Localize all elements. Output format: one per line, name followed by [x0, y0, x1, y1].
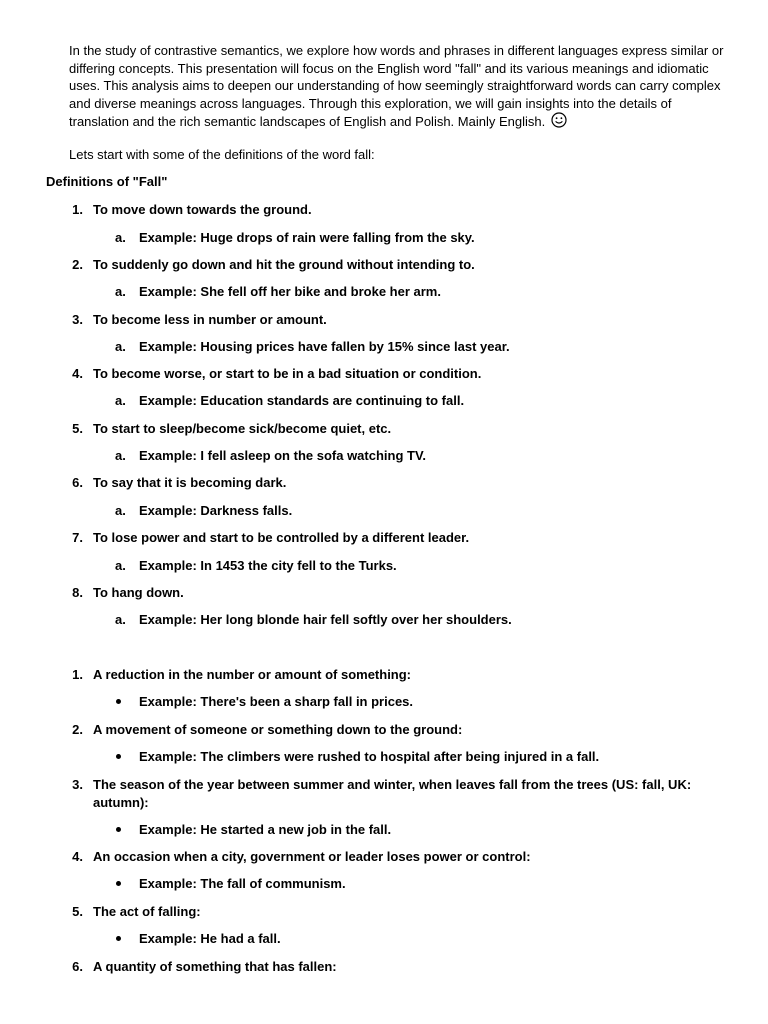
- example-text: Example: She fell off her bike and broke her arm.: [139, 284, 441, 299]
- list-number: 4.: [72, 849, 83, 864]
- definition-text: A quantity of something that has fallen:: [93, 959, 337, 974]
- definition-text: The act of falling:: [93, 904, 201, 919]
- section-heading: Definitions of "Fall": [46, 174, 168, 189]
- list-number: 4.: [72, 366, 83, 381]
- intro-text: In the study of contrastive semantics, we explore how words and phrases in different languages express similar or differing concepts. This presentation will focus on the English word "fall" and its various meanings and idiomatic uses. This analysis aims to deepen our understanding of how seemingly straightforward words can carry complex and diverse meanings across languages. Through this exploration, we will gain insights into the details of translation and the rich semantic landscapes of English and Polish. Mainly English.: [69, 43, 724, 129]
- list-number: 1.: [72, 202, 83, 217]
- example-item: [115, 229, 715, 247]
- list-letter: a.: [115, 612, 126, 627]
- example-item: [115, 693, 715, 711]
- noun-definition-item: [69, 903, 709, 921]
- verb-definition-item: [69, 420, 709, 438]
- list-number: 3.: [72, 777, 83, 792]
- verb-definition-item: [69, 201, 709, 219]
- noun-definition-item: [69, 721, 709, 739]
- verb-definition-item: [69, 474, 709, 492]
- noun-definition-item: [69, 776, 709, 811]
- example-text: Example: Darkness falls.: [139, 503, 293, 518]
- example-item: [115, 821, 715, 839]
- example-text: Example: In 1453 the city fell to the Turks.: [139, 558, 397, 573]
- example-item: [115, 557, 715, 575]
- list-number: 8.: [72, 585, 83, 600]
- definition-text: To lose power and start to be controlled by a different leader.: [93, 530, 470, 545]
- example-text: Example: Her long blonde hair fell softly over her shoulders.: [139, 612, 512, 627]
- list-letter: a.: [115, 339, 126, 354]
- noun-definition-item: [69, 666, 709, 684]
- example-item: [115, 611, 715, 629]
- definition-text: To become worse, or start to be in a bad situation or condition.: [93, 366, 482, 381]
- bullet-icon: [115, 821, 120, 839]
- list-letter: a.: [115, 284, 126, 299]
- list-number: 2.: [72, 722, 83, 737]
- noun-definition-item: [69, 848, 709, 866]
- definition-text: An occasion when a city, government or leader loses power or control:: [93, 849, 531, 864]
- list-letter: a.: [115, 230, 126, 245]
- example-text: Example: He started a new job in the fall.: [139, 822, 392, 837]
- definition-text: To start to sleep/become sick/become quiet, etc.: [93, 421, 392, 436]
- example-text: Example: There's been a sharp fall in prices.: [139, 694, 414, 709]
- noun-definition-item: [69, 958, 709, 976]
- verb-definition-item: [69, 584, 709, 602]
- list-letter: a.: [115, 558, 126, 573]
- list-number: 6.: [72, 959, 83, 974]
- lead-sentence: Lets start with some of the definitions of the word fall:: [69, 147, 375, 162]
- example-item: [115, 338, 715, 356]
- definition-text: A reduction in the number or amount of something:: [93, 667, 412, 682]
- list-number: 6.: [72, 475, 83, 490]
- definition-text: To hang down.: [93, 585, 184, 600]
- example-text: Example: Huge drops of rain were falling from the sky.: [139, 230, 475, 245]
- example-text: Example: The climbers were rushed to hospital after being injured in a fall.: [139, 749, 600, 764]
- example-item: [115, 748, 715, 766]
- definition-text: To move down towards the ground.: [93, 202, 312, 217]
- example-item: [115, 875, 715, 893]
- list-number: 5.: [72, 904, 83, 919]
- example-text: Example: Education standards are continuing to fall.: [139, 393, 465, 408]
- list-number: 2.: [72, 257, 83, 272]
- definition-text: To say that it is becoming dark.: [93, 475, 287, 490]
- example-text: Example: I fell asleep on the sofa watching TV.: [139, 448, 427, 463]
- definition-text: To suddenly go down and hit the ground without intending to.: [93, 257, 475, 272]
- list-number: 5.: [72, 421, 83, 436]
- example-item: [115, 502, 715, 520]
- definition-text: The season of the year between summer and winter, when leaves fall from the trees (US: fall, UK: autumn):: [93, 777, 692, 810]
- list-letter: a.: [115, 448, 126, 463]
- verb-definition-item: [69, 365, 709, 383]
- bullet-icon: [115, 693, 120, 711]
- verb-definition-item: [69, 311, 709, 329]
- example-item: [115, 930, 715, 948]
- list-letter: a.: [115, 503, 126, 518]
- list-letter: a.: [115, 393, 126, 408]
- example-item: [115, 447, 715, 465]
- bullet-icon: [115, 930, 120, 948]
- verb-definition-item: [69, 256, 709, 274]
- list-number: 7.: [72, 530, 83, 545]
- smiley-face-icon: [551, 112, 567, 128]
- example-text: Example: Housing prices have fallen by 15% since last year.: [139, 339, 510, 354]
- example-text: Example: The fall of communism.: [139, 876, 346, 891]
- example-item: [115, 392, 715, 410]
- example-item: [115, 283, 715, 301]
- bullet-icon: [115, 875, 120, 893]
- intro-paragraph: [69, 42, 724, 131]
- example-text: Example: He had a fall.: [139, 931, 281, 946]
- list-number: 3.: [72, 312, 83, 327]
- verb-definition-item: [69, 529, 709, 547]
- list-number: 1.: [72, 667, 83, 682]
- bullet-icon: [115, 748, 120, 766]
- definition-text: To become less in number or amount.: [93, 312, 327, 327]
- definition-text: A movement of someone or something down to the ground:: [93, 722, 463, 737]
